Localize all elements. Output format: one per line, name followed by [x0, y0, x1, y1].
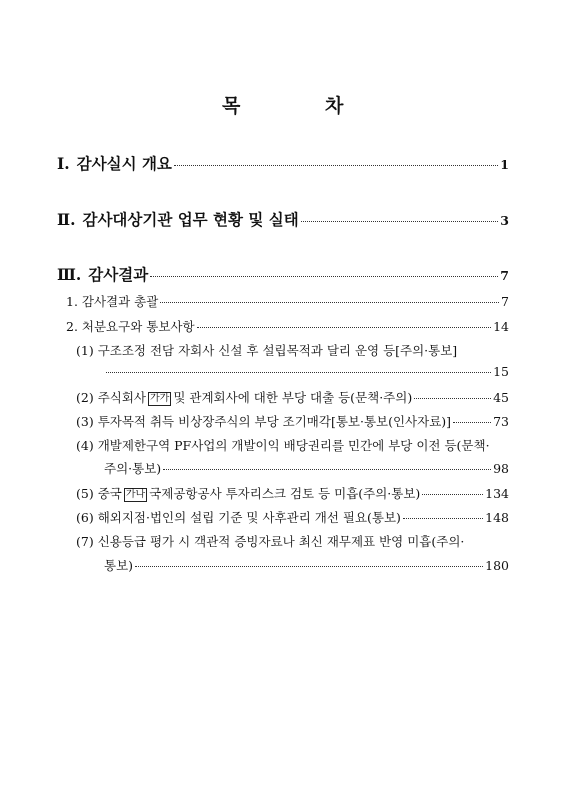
toc-title-char-1: 목: [222, 95, 242, 117]
item-label: 해외지점·법인의 설립 기준 및 사후관리 개선 필요(통보): [97, 510, 401, 525]
page-number: 7: [500, 268, 509, 283]
toc-title-char-2: 차: [325, 95, 345, 117]
toc-item-6[interactable]: [76, 508, 509, 526]
toc-item-3[interactable]: [76, 412, 509, 430]
page-number: 3: [500, 213, 509, 228]
subsection-label: 2. 처분요구와 통보사항: [66, 319, 195, 334]
item-label-pre: 주식회사: [97, 390, 147, 405]
item-label: 개발제한구역 PF사업의 개발이익 배당권리를 민간에 부당 이전 등(문책·: [97, 438, 490, 453]
item-number: (2): [76, 390, 94, 405]
toc-item-4-line2[interactable]: [104, 459, 509, 477]
leader-dots: [163, 469, 491, 470]
page-number: 14: [493, 319, 509, 334]
item-label-post: 및 관계회사에 대한 부당 대출 등(문책·주의): [173, 390, 413, 405]
toc-item-1-line2[interactable]: [104, 364, 509, 379]
item-number: (5): [76, 486, 94, 501]
section-label: 감사대상기관 업무 현황 및 실태: [82, 210, 299, 229]
leader-dots: [174, 165, 498, 166]
page-number: 73: [493, 414, 509, 429]
item-number: (7): [76, 534, 94, 549]
leader-dots: [453, 422, 491, 423]
item-label-pre: 중국: [97, 486, 122, 501]
page-number: 134: [485, 486, 509, 501]
item-number: (6): [76, 510, 94, 525]
toc-title: [0, 91, 566, 121]
page-number: 1: [500, 157, 509, 172]
item-label-cont: 통보): [104, 558, 134, 573]
page-number: 148: [485, 510, 509, 525]
toc-item-5[interactable]: [76, 484, 509, 502]
toc-section-1[interactable]: [57, 152, 509, 174]
item-label: 신용등급 평가 시 객관적 증빙자료나 최신 재무제표 반영 미흡(주의·: [97, 534, 465, 549]
toc-section-3[interactable]: [57, 263, 509, 285]
section-number: Ⅰ.: [57, 154, 70, 173]
item-label-cont: 주의·통보): [104, 461, 162, 476]
masked-name-box: 가가: [150, 393, 170, 404]
page-number: 45: [493, 390, 509, 405]
toc-item-1-line1[interactable]: [76, 341, 457, 359]
leader-dots: [150, 276, 498, 277]
leader-dots: [301, 221, 499, 222]
section-label: 감사실시 개요: [76, 154, 172, 173]
masked-name-box: 가나: [125, 489, 146, 500]
section-label: 감사결과: [88, 265, 149, 284]
subsection-label: 1. 감사결과 총괄: [66, 294, 159, 309]
leader-dots: [135, 566, 483, 567]
leader-dots: [197, 327, 492, 328]
item-number: (3): [76, 414, 94, 429]
leader-dots: [422, 494, 483, 495]
page-number: 7: [501, 294, 509, 309]
leader-dots: [414, 398, 491, 399]
toc-subsection-2[interactable]: [66, 317, 509, 335]
item-number: (1): [76, 343, 94, 358]
item-number: (4): [76, 438, 94, 453]
page-number: 98: [493, 461, 509, 476]
leader-dots: [160, 302, 499, 303]
toc-item-4-line1[interactable]: [76, 436, 490, 454]
section-number: Ⅲ.: [57, 265, 82, 284]
toc-item-7-line1[interactable]: [76, 532, 464, 550]
toc-section-2[interactable]: [57, 208, 509, 230]
toc-subsection-1[interactable]: [66, 292, 509, 310]
item-label: 구조조정 전담 자회사 신설 후 설립목적과 달리 운영 등[주의·통보]: [97, 343, 458, 358]
toc-item-7-line2[interactable]: [104, 556, 509, 574]
leader-dots: [106, 372, 491, 373]
leader-dots: [403, 518, 483, 519]
item-label: 투자목적 취득 비상장주식의 부당 조기매각[통보·통보(인사자료)]: [97, 414, 452, 429]
page-number: 180: [485, 558, 509, 573]
item-label-post: 국제공항공사 투자리스크 검토 등 미흡(주의·통보): [149, 486, 421, 501]
section-number: Ⅱ.: [57, 210, 76, 229]
toc-item-2[interactable]: [76, 388, 509, 406]
page-number: 15: [493, 364, 509, 379]
